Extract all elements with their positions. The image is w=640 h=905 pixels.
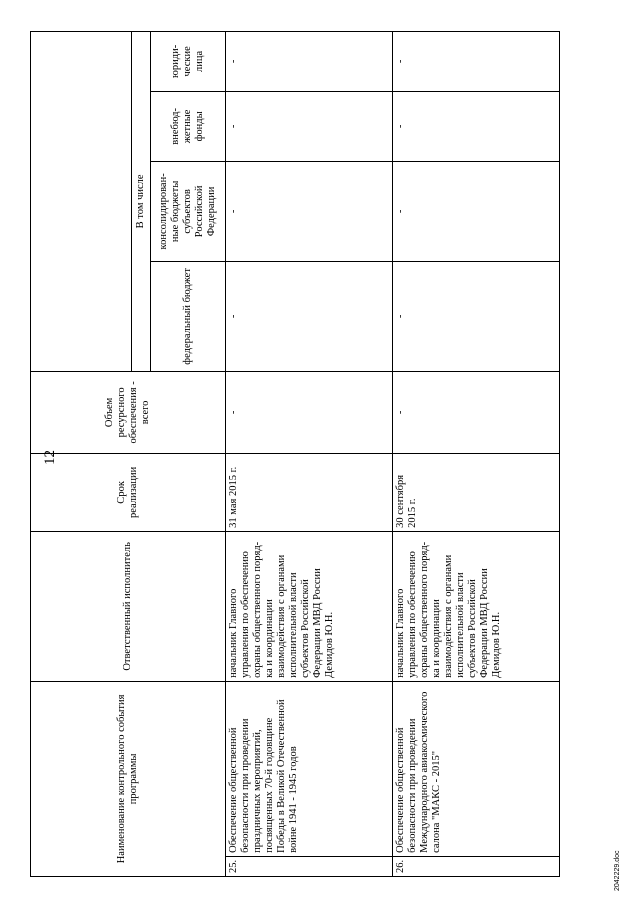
row-regional: - [226, 161, 393, 261]
row-deadline: 31 мая 2015 г. [226, 453, 393, 531]
header-deadline: Срок реализации [31, 453, 226, 531]
row-deadline: 30 сентября 2015 г. [393, 453, 560, 531]
footer-doc-code: 2042229.doc [614, 850, 621, 891]
header-including: В том числе [132, 31, 151, 371]
row-event: Обеспечение общественной безопасности при проведении праздничных мероприятий, посвященных 70-й годовщине Победы в Великой Отечественной войне 1941 - 1945 годов [226, 681, 393, 856]
table-row [393, 31, 560, 876]
row-number: 26. [393, 856, 560, 876]
header-legal: юриди-ческие лица [151, 31, 226, 91]
header-executor: Ответственный исполнитель [31, 531, 226, 681]
header-total: Объем ресурсного обеспечения - всего [31, 371, 226, 453]
row-extrabudget: - [226, 91, 393, 161]
row-legal: - [226, 31, 393, 91]
row-event: Обеспечение общественной безопасности при проведении Международного авиакосмического салона "МАКС - 2015" [393, 681, 560, 856]
header-federal: федеральный бюджет [151, 261, 226, 371]
program-events-table [30, 31, 560, 877]
row-number: 25. [226, 856, 393, 876]
header-blank [31, 31, 132, 371]
table-row [226, 31, 393, 876]
page-number: 12 [42, 450, 58, 465]
row-regional: - [393, 161, 560, 261]
header-regional: консолидирован-ные бюджеты субъектов Российской Федерации [151, 161, 226, 261]
row-executor: начальник Главного управления по обеспечению охраны общественного поряд-ка и координации взаимодействия с органами исполнительной власти субъектов Российской Федерации МВД России Демидов Ю.Н. [393, 531, 560, 681]
row-total: - [393, 371, 560, 453]
header-row [31, 31, 132, 876]
row-federal: - [393, 261, 560, 371]
row-legal: - [393, 31, 560, 91]
header-extrabudget: внебюд-жетные фонды [151, 91, 226, 161]
row-executor: начальник Главного управления по обеспечению охраны общественного поряд-ка и координации взаимодействия с органами исполнительной власти субъектов Российской Федерации МВД России Демидов Ю.Н. [226, 531, 393, 681]
row-total: - [226, 371, 393, 453]
header-event-name: Наименование контрольного события программы [31, 681, 226, 876]
row-federal: - [226, 261, 393, 371]
row-extrabudget: - [393, 91, 560, 161]
